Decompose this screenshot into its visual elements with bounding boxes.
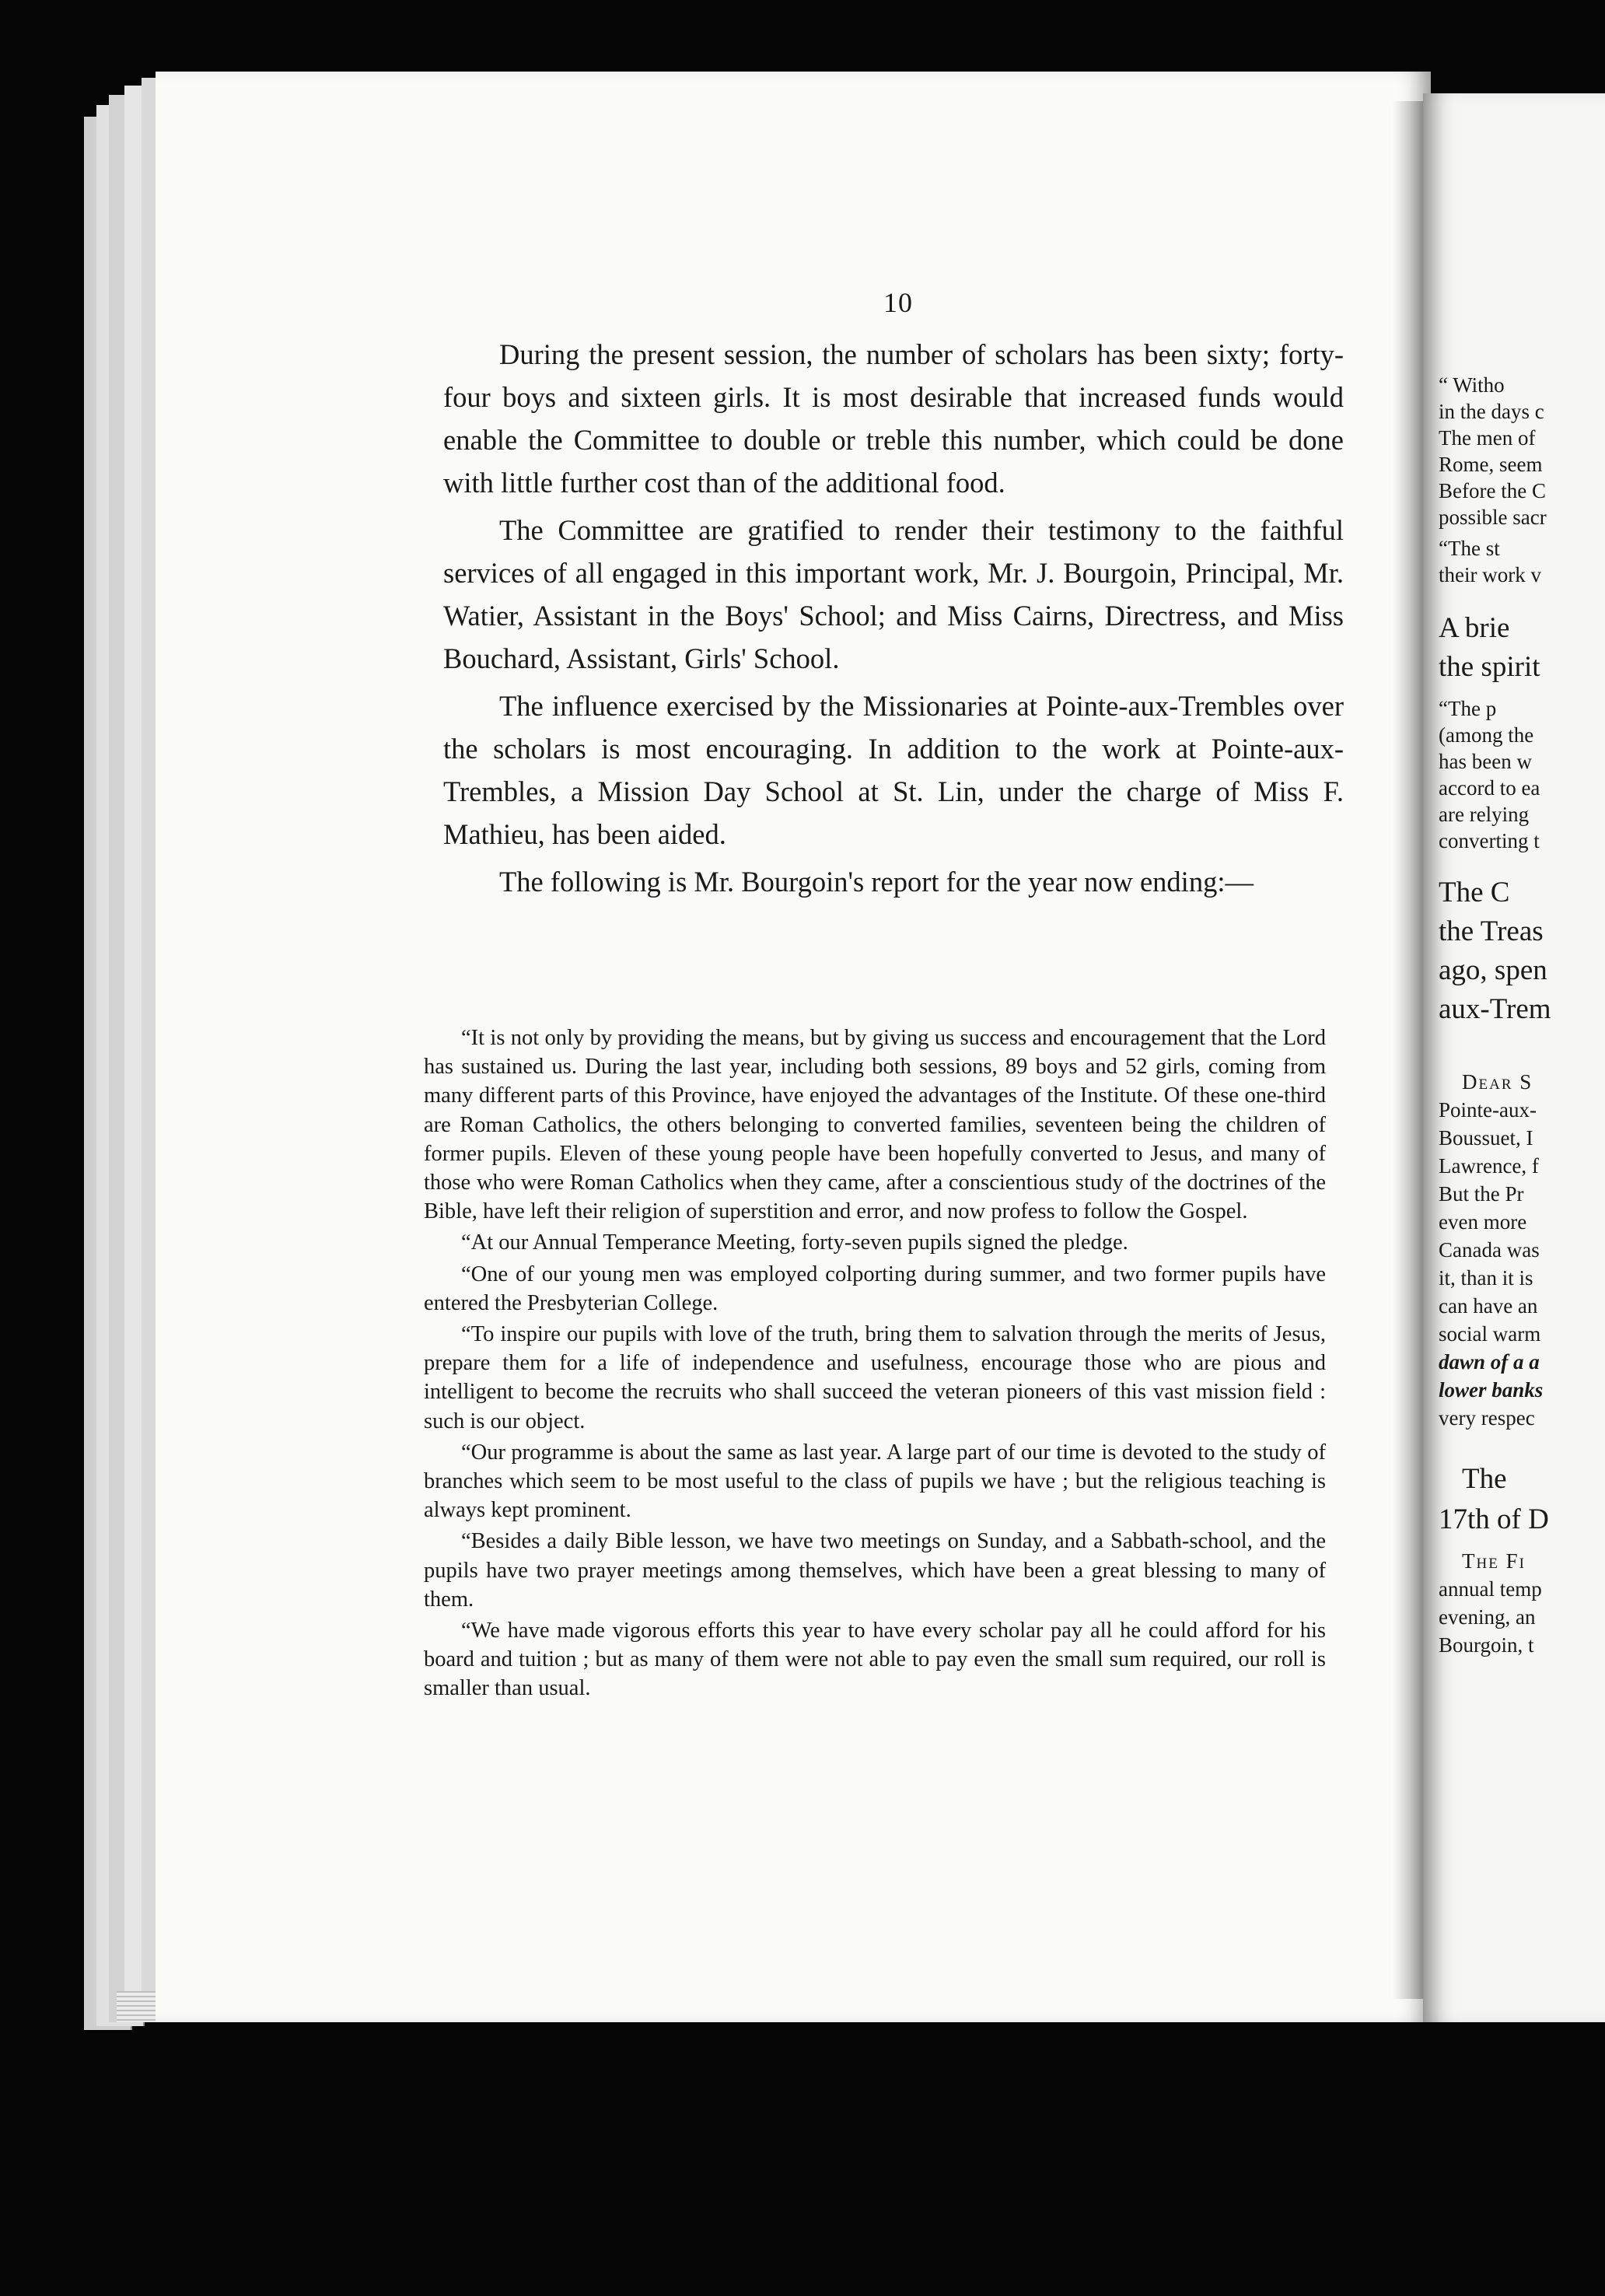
right-page-line: evening, an — [1439, 1605, 1536, 1629]
right-page-line: the spirit — [1439, 651, 1540, 683]
right-page-line: aux-Trem — [1439, 993, 1551, 1025]
quote-paragraph: “To inspire our pupils with love of the truth, bring them to salvation through the merits of Jesus, prepare them for a life of independence and usefulness, encourage those who are pious and intelligent to become the recruits who shall succeed the veteran pioneers of this vast mission field : such is our object. — [424, 1322, 1326, 1433]
body-text — [443, 333, 1344, 903]
right-page-line: (among the — [1439, 723, 1534, 747]
right-page-line: The C — [1439, 877, 1510, 908]
right-page-line: are relying — [1439, 803, 1530, 826]
right-page-line: The — [1462, 1463, 1507, 1495]
right-page-line: Lawrence, f — [1439, 1154, 1539, 1178]
right-page-line: can have an — [1439, 1294, 1538, 1318]
paragraph: The influence exercised by the Missionaries at Pointe-aux-Trembles over the scholars is most encouraging. In addition to the work at Pointe-aux-Trembles, a Mission Day School at St. Lin, under the charge of Miss F. Mathieu, has been aided. — [443, 690, 1344, 850]
quote-paragraph: “Besides a daily Bible lesson, we have two meetings on Sunday, and a Sabbath-school, and the pupils have two prayer meetings among themselves, which have been a great blessing to many of them. — [424, 1529, 1326, 1612]
right-page-line: A brie — [1439, 612, 1510, 644]
right-page-line: in the days c — [1439, 400, 1544, 423]
right-page-line: Boussuet, I — [1439, 1126, 1533, 1150]
right-page — [1423, 93, 1605, 2022]
right-page-line: accord to ea — [1439, 776, 1540, 800]
right-page-line: very respec — [1439, 1406, 1535, 1430]
quote-paragraph: “We have made vigorous efforts this year to have every scholar pay all he could afford for his board and tuition ; but as many of them were not able to pay even the small sum required, our roll is smaller than usual. — [424, 1619, 1326, 1701]
quote-paragraph: “One of our young men was employed colporting during summer, and two former pupils have entered the Presbyterian College. — [424, 1262, 1326, 1315]
paragraph: The following is Mr. Bourgoin's report for the year now ending:— — [499, 866, 1254, 898]
right-page-line: has been w — [1439, 750, 1532, 773]
right-page-line: 17th of D — [1439, 1503, 1549, 1535]
right-page-line: The Fi — [1462, 1549, 1526, 1573]
right-page-line: their work v — [1439, 563, 1541, 586]
paragraph: The Committee are gratified to render their testimony to the faithful services of all engaged in this important work, Mr. J. Bourgoin, Principal, Mr. Watier, Assistant in the Boys' School; and Miss Cairns, Directress, and Miss Bouchard, Assistant, Girls' School. — [443, 514, 1344, 674]
paragraph: During the present session, the number of scholars has been sixty; forty-four boys and sixteen girls. It is most desirable that increased funds would enable the Committee to double or treble this number, which could be done with little further cost than of the additional food. — [443, 338, 1344, 499]
right-page-line: “ Witho — [1439, 373, 1505, 397]
right-page-line: Before the C — [1439, 479, 1546, 502]
right-page-line: “The st — [1439, 537, 1500, 560]
right-page-line: The men of — [1439, 426, 1536, 450]
right-page-line: even more — [1439, 1210, 1527, 1234]
report-quote — [424, 1024, 1326, 1703]
right-page-line: dawn of a a — [1439, 1350, 1540, 1374]
right-page-line: possible sacr — [1439, 506, 1547, 529]
right-page-line: annual temp — [1439, 1577, 1542, 1601]
quote-paragraph: “It is not only by providing the means, but by giving us success and encouragement that the Lord has sustained us. During the last year, including both sessions, 89 boys and 52 girls, coming from many different parts of this Province, have enjoyed the advantages of the Institute. Of these one-third are Roman Catholics, the others belonging to converted families, seventeen being the children of former pupils. Eleven of these young people have been hopefully converted to Jesus, and many of those who were Roman Catholics when they came, after a conscientious study of the doctrines of the Bible, have left their religion of superstition and error, and now profess to follow the Gospel. — [424, 1026, 1326, 1224]
right-page-line: lower banks — [1439, 1378, 1544, 1402]
quote-paragraph: “Our programme is about the same as last year. A large part of our time is devoted to the study of branches which seem to be most useful to the class of pupils we have ; but the religious teaching is always kept prominent. — [424, 1440, 1326, 1523]
right-page-line: Dear S — [1462, 1070, 1533, 1094]
quote-paragraph: “At our Annual Temperance Meeting, forty-seven pupils signed the pledge. — [461, 1230, 1128, 1255]
right-page-line: Rome, seem — [1439, 453, 1543, 476]
right-page-line: converting t — [1439, 829, 1540, 852]
right-page-line: Canada was — [1439, 1238, 1540, 1262]
right-page-line: social warm — [1439, 1322, 1541, 1346]
right-page-line: But the Pr — [1439, 1182, 1524, 1206]
right-page-line: it, than it is — [1439, 1266, 1533, 1290]
right-page-line: “The p — [1439, 697, 1497, 720]
right-page-line: ago, spen — [1439, 954, 1547, 986]
page-number: 10 — [883, 287, 913, 318]
right-page-line: Pointe-aux- — [1439, 1098, 1537, 1122]
right-page-line: Bourgoin, t — [1439, 1633, 1534, 1657]
right-page-line: the Treas — [1439, 915, 1544, 947]
